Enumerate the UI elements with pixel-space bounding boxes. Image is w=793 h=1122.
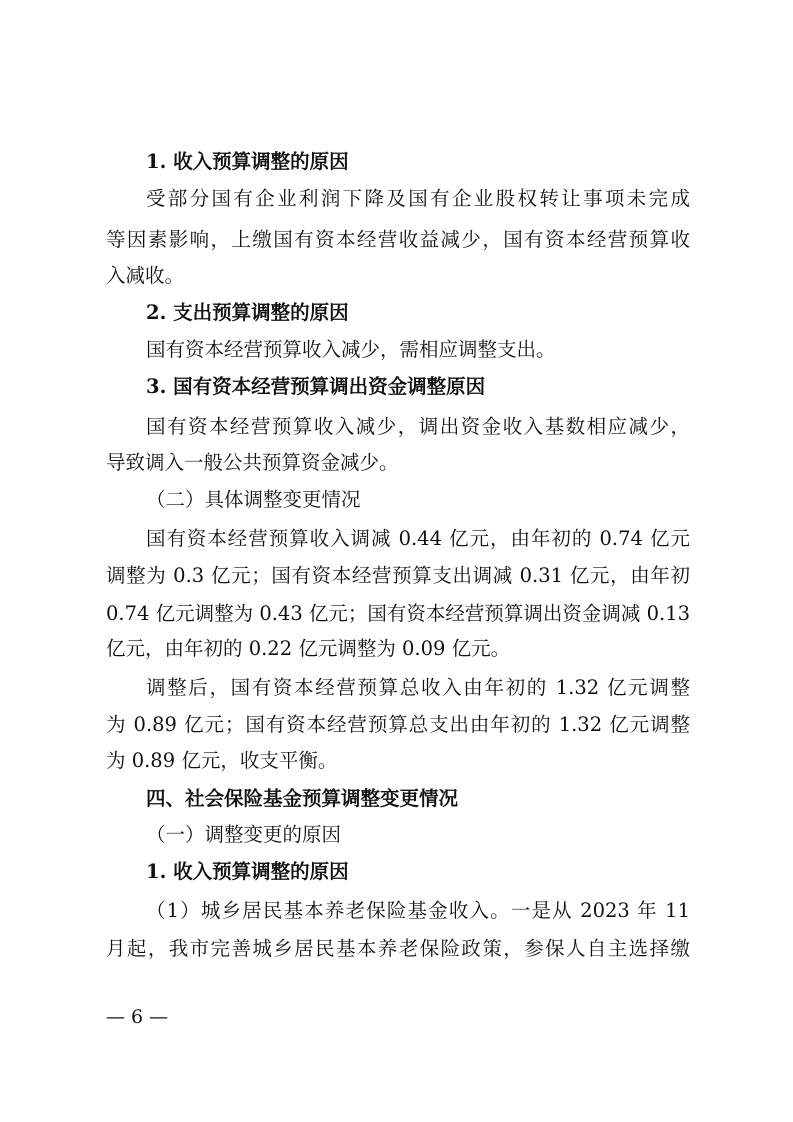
paragraph-line: 受部分国有企业利润下降及国有企业股权转让事项未完成 xyxy=(146,187,690,210)
section-heading: 2. 支出预算调整的原因 xyxy=(146,301,349,324)
paragraph-line: 亿元，由年初的 0.22 亿元调整为 0.09 亿元。 xyxy=(106,637,511,660)
paragraph-line: （1）城乡居民基本养老保险基金收入。一是从 2023 年 11 xyxy=(146,899,690,922)
section-heading: 3. 国有资本经营预算调出资金调整原因 xyxy=(146,375,486,398)
page-number: — 6 — xyxy=(106,1006,169,1028)
section-heading: 1. 收入预算调整的原因 xyxy=(146,150,349,173)
paragraph-line: 入减收。 xyxy=(106,264,185,287)
paragraph-line: 导致调入一般公共预算资金减少。 xyxy=(106,451,399,474)
paragraph-line: 国有资本经营预算收入减少，调出资金收入基数相应减少， xyxy=(146,415,690,438)
chapter-heading: 四、社会保险基金预算调整变更情况 xyxy=(146,787,459,810)
paragraph-line: 国有资本经营预算收入减少，需相应调整支出。 xyxy=(146,338,556,361)
subsection-heading: （二）具体调整变更情况 xyxy=(146,488,361,511)
paragraph-line: 等因素影响，上缴国有资本经营收益减少，国有资本经营预算收 xyxy=(106,228,690,251)
subsection-heading: （一）调整变更的原因 xyxy=(146,823,342,846)
paragraph-line: 调整后，国有资本经营预算总收入由年初的 1.32 亿元调整 xyxy=(146,676,690,699)
paragraph-line: 月起，我市完善城乡居民基本养老保险政策，参保人自主选择缴 xyxy=(106,937,690,960)
paragraph-line: 为 0.89 亿元；国有资本经营预算总支出由年初的 1.32 亿元调整 xyxy=(106,713,690,736)
paragraph-line: 为 0.89 亿元，收支平衡。 xyxy=(106,749,338,772)
paragraph-line: 调整为 0.3 亿元；国有资本经营预算支出调减 0.31 亿元，由年初 xyxy=(106,564,690,587)
paragraph-line: 0.74 亿元调整为 0.43 亿元；国有资本经营预算调出资金调减 0.13 xyxy=(106,602,690,625)
section-heading: 1. 收入预算调整的原因 xyxy=(146,860,349,883)
paragraph-line: 国有资本经营预算收入调减 0.44 亿元，由年初的 0.74 亿元 xyxy=(146,527,690,550)
